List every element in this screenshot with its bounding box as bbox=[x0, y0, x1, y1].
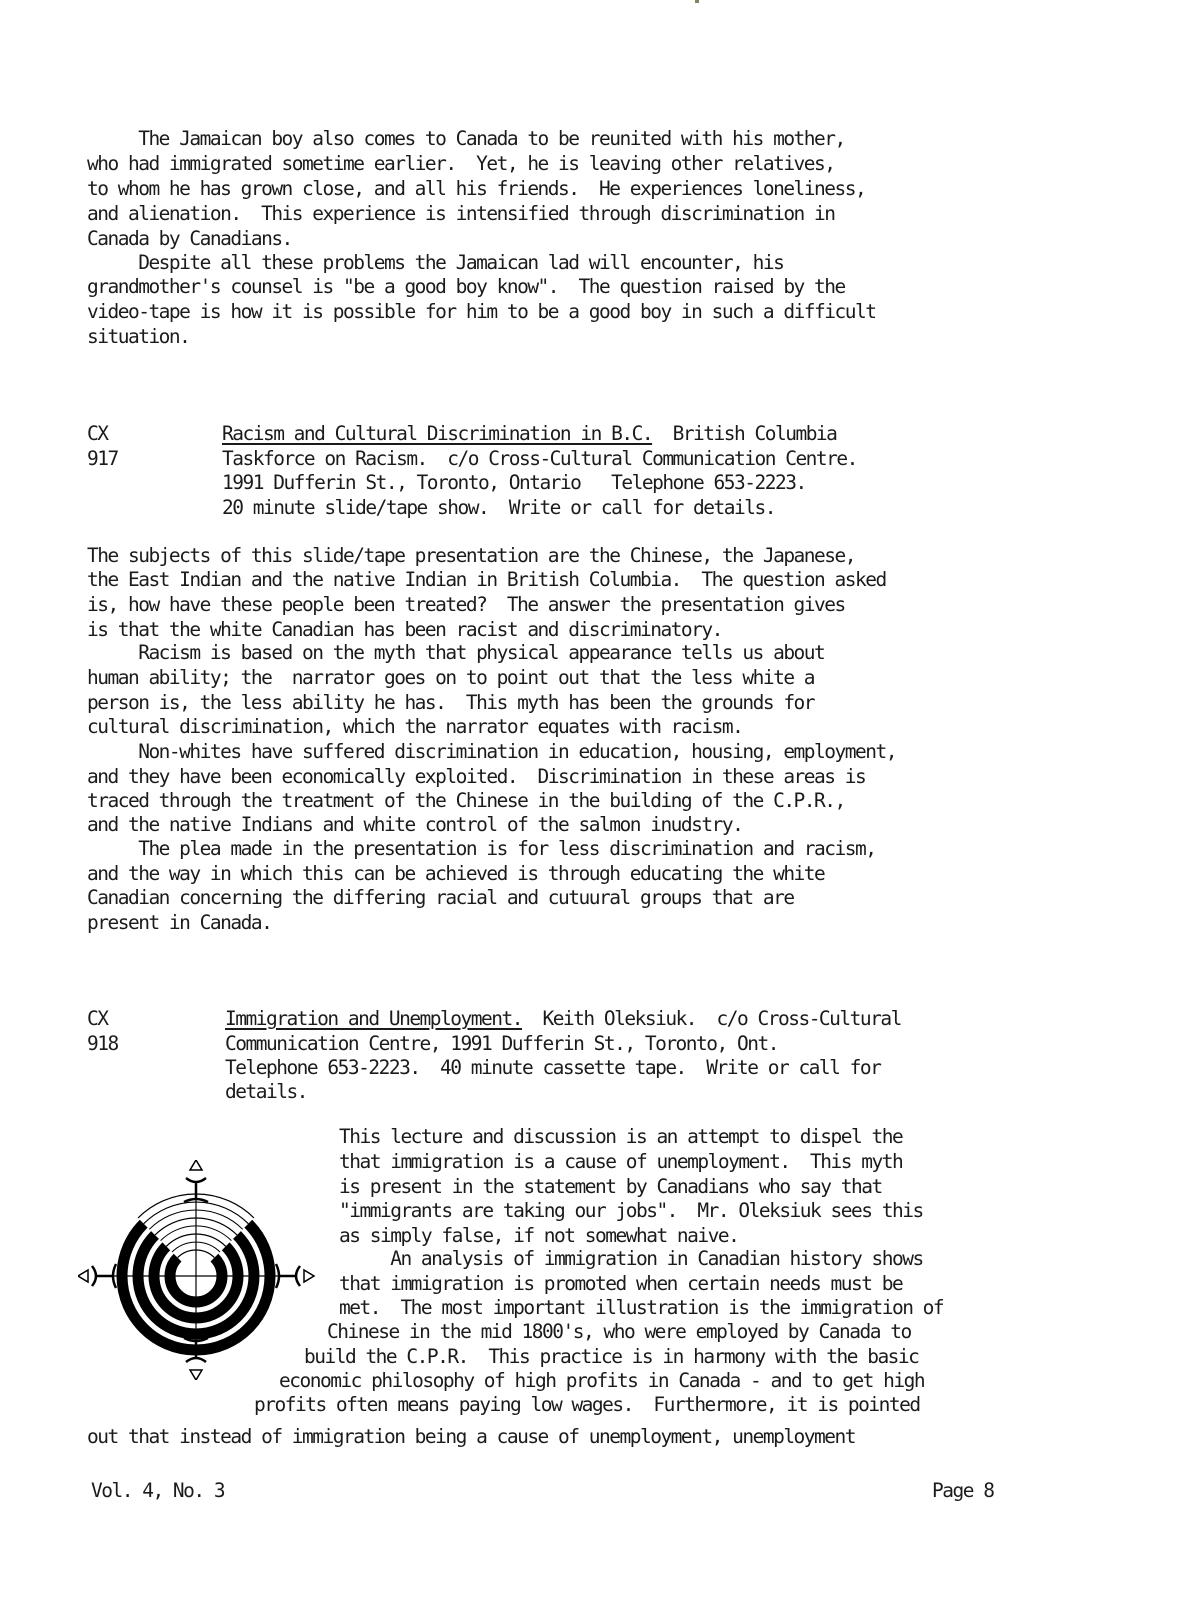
text-line: is present in the statement by Canadians who say that bbox=[339, 1175, 882, 1198]
text-line: is that the white Canadian has been racist and discriminatory. bbox=[87, 618, 722, 641]
text-line: Canadian concerning the differing racial and cutuural groups that are bbox=[87, 886, 794, 909]
concentric-target-compass-icon bbox=[78, 1160, 318, 1380]
text-line: economic philosophy of high profits in Canada - and to get high bbox=[279, 1369, 925, 1392]
text-line: and alienation. This experience is intensified through discrimination in bbox=[87, 202, 835, 225]
scan-mark bbox=[695, 0, 699, 3]
text-line: build the C.P.R. This practice is in harmony with the basic bbox=[304, 1345, 919, 1368]
citation-text: British Columbia bbox=[652, 422, 837, 445]
text-line: The Jamaican boy also comes to Canada to be reunited with his mother, bbox=[87, 127, 845, 150]
text-line: The subjects of this slide/tape presentation are the Chinese, the Japanese, bbox=[87, 544, 855, 567]
citation-line: 1991 Dufferin St., Toronto, Ontario Telephone 653-2223. bbox=[222, 471, 806, 494]
citation-text: Keith Oleksiuk. c/o Cross-Cultural bbox=[521, 1007, 901, 1030]
text-line: situation. bbox=[87, 325, 190, 348]
text-line: This lecture and discussion is an attempt to dispel the bbox=[339, 1125, 903, 1148]
entry-code: CX bbox=[87, 1007, 108, 1030]
text-line: human ability; the narrator goes on to point out that the less white a bbox=[87, 666, 815, 689]
text-line: Chinese in the mid 1800's, who were employed by Canada to bbox=[327, 1320, 911, 1343]
text-line: video-tape is how it is possible for him to be a good boy in such a difficult bbox=[87, 300, 876, 323]
text-line: that immigration is promoted when certain needs must be bbox=[339, 1272, 903, 1295]
text-line: is, how have these people been treated? The answer the presentation gives bbox=[87, 593, 845, 616]
text-line: that immigration is a cause of unemployment. This myth bbox=[339, 1150, 903, 1173]
text-line: Non-whites have suffered discrimination in education, housing, employment, bbox=[87, 740, 896, 763]
text-line: Despite all these problems the Jamaican lad will encounter, his bbox=[87, 251, 784, 274]
text-line: profits often means paying low wages. Furthermore, it is pointed bbox=[254, 1393, 920, 1416]
text-line: traced through the treatment of the Chinese in the building of the C.P.R., bbox=[87, 789, 845, 812]
text-line: Racism is based on the myth that physical appearance tells us about bbox=[87, 641, 825, 664]
text-line: An analysis of immigration in Canadian history shows bbox=[339, 1247, 923, 1270]
text-line: present in Canada. bbox=[87, 911, 272, 934]
citation-line: Telephone 653-2223. 40 minute cassette tape. Write or call for bbox=[225, 1056, 881, 1079]
citation-line: details. bbox=[225, 1080, 307, 1103]
entry-number: 917 bbox=[87, 447, 118, 470]
citation-line: Taskforce on Racism. c/o Cross-Cultural Communication Centre. bbox=[222, 447, 857, 470]
entry-title: Immigration and Unemployment. bbox=[225, 1007, 522, 1030]
citation-line: 20 minute slide/tape show. Write or call for details. bbox=[222, 496, 775, 519]
text-line: out that instead of immigration being a cause of unemployment, unemployment bbox=[87, 1425, 855, 1448]
text-line: who had immigrated sometime earlier. Yet, he is leaving other relatives, bbox=[87, 152, 835, 175]
footer-page-number: Page 8 bbox=[932, 1479, 994, 1502]
entry-number: 918 bbox=[87, 1032, 118, 1055]
entry-title: Racism and Cultural Discrimination in B.C. bbox=[222, 422, 653, 445]
entry-citation-first-line bbox=[225, 1006, 901, 1031]
text-line: met. The most important illustration is the immigration of bbox=[339, 1296, 944, 1319]
text-line: Canada by Canadians. bbox=[87, 227, 292, 250]
text-line: to whom he has grown close, and all his friends. He experiences loneliness, bbox=[87, 177, 866, 200]
entry-citation-first-line bbox=[222, 421, 836, 446]
citation-line: Communication Centre, 1991 Dufferin St., Toronto, Ont. bbox=[225, 1032, 778, 1055]
text-line: "immigrants are taking our jobs". Mr. Oleksiuk sees this bbox=[339, 1199, 923, 1222]
text-line: and the way in which this can be achieved is through educating the white bbox=[87, 862, 825, 885]
text-line: as simply false, if not somewhat naive. bbox=[339, 1224, 739, 1247]
text-line: cultural discrimination, which the narrator equates with racism. bbox=[87, 715, 743, 738]
text-line: the East Indian and the native Indian in British Columbia. The question asked bbox=[87, 568, 886, 591]
text-line: and they have been economically exploited. Discrimination in these areas is bbox=[87, 765, 866, 788]
text-line: and the native Indians and white control of the salmon inudstry. bbox=[87, 813, 743, 836]
entry-code: CX bbox=[87, 422, 108, 445]
footer-volume: Vol. 4, No. 3 bbox=[91, 1479, 225, 1502]
text-line: person is, the less ability he has. This myth has been the grounds for bbox=[87, 691, 815, 714]
text-line: grandmother's counsel is "be a good boy know". The question raised by the bbox=[87, 275, 845, 298]
text-line: The plea made in the presentation is for less discrimination and racism, bbox=[87, 837, 876, 860]
